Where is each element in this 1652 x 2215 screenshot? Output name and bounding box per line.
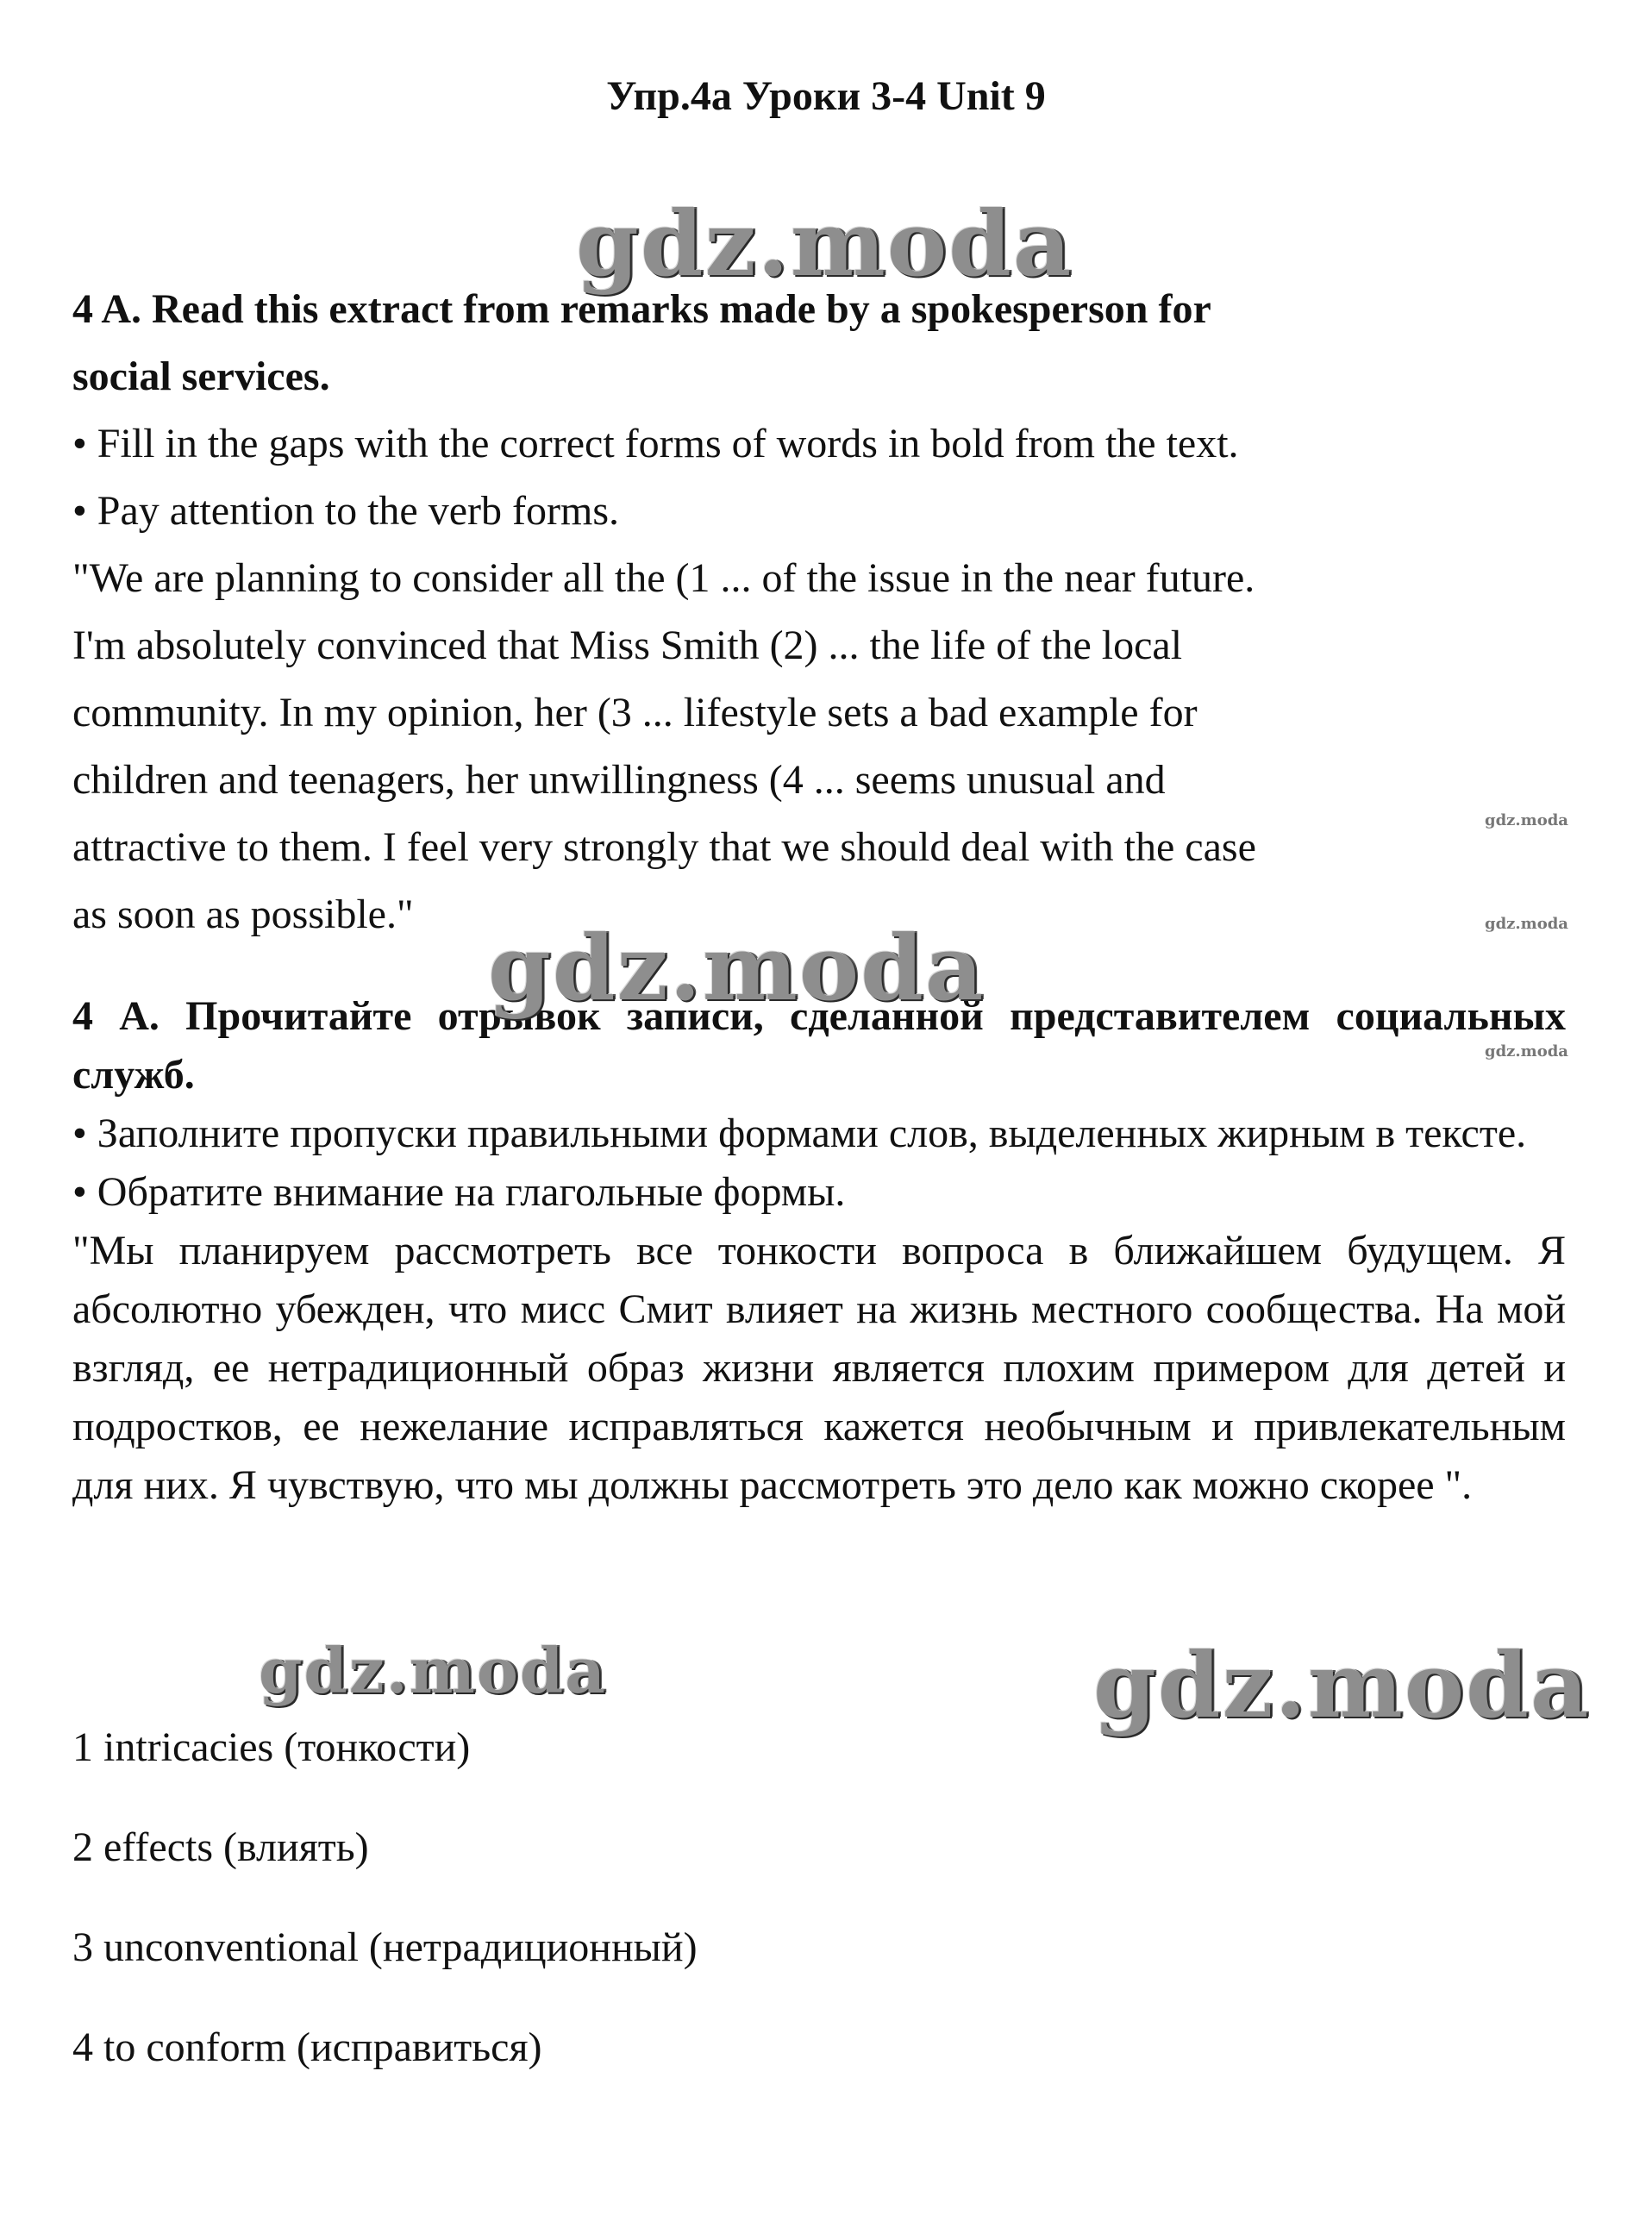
answer-item: 4 to conform (исправиться)	[72, 2024, 542, 2070]
answer-item: 1 intricacies (тонкости)	[72, 1724, 471, 1770]
english-quote-line-2: I'm absolutely convinced that Miss Smith (2) ... the life of the local	[72, 623, 1183, 668]
english-quote-line-5: attractive to them. I feel very strongly that we should deal with the case	[72, 824, 1256, 870]
russian-bullet-2: • Обратите внимание на глагольные формы.	[72, 1169, 846, 1215]
watermark-logo: gdz.moda	[488, 915, 986, 1021]
english-quote-line-4: children and teenagers, her unwillingness (4 ... seems unusual and	[72, 757, 1166, 803]
watermark-small: gdz.moda	[1485, 811, 1568, 829]
answer-item: 2 effects (влиять)	[72, 1824, 369, 1870]
english-heading-line-1: 4 A. Read this extract from remarks made by a spokesperson for	[72, 286, 1211, 332]
russian-translation	[72, 987, 1566, 1515]
watermark-logo: gdz.moda	[259, 1634, 607, 1707]
watermark-small: gdz.moda	[1485, 1042, 1568, 1061]
english-quote-line-6: as soon as possible."	[72, 892, 414, 937]
watermark-small: gdz.moda	[1485, 915, 1568, 933]
english-bullet-1: • Fill in the gaps with the correct forms of words in bold from the text.	[72, 421, 1239, 466]
russian-heading: 4 А. Прочитайте отрывок записи, сделанной представителем социальных служб.	[72, 993, 1566, 1098]
english-bullet-2: • Pay attention to the verb forms.	[72, 488, 620, 534]
russian-quote: "Мы планируем рассмотреть все тонкости вопроса в ближайшем будущем. Я абсолютно убежден, что мисс Смит влияет на жизнь местного сообщества. На мой взгляд, ее нетрадиционный образ жизни является плохим примером для детей и подростков, ее нежелание исправляться кажется необычным и привлекательным для них. Я чувствую, что мы должны рассмотреть это дело как можно скорее ".	[72, 1228, 1566, 1508]
watermark-logo: gdz.moda	[576, 191, 1073, 297]
russian-bullet-1: • Заполните пропуски правильными формами слов, выделенных жирным в тексте.	[72, 1111, 1527, 1156]
watermark-logo: gdz.moda	[1093, 1632, 1591, 1738]
answers-list	[72, 1720, 1566, 2120]
english-exercise	[72, 276, 1566, 948]
english-quote-line-3: community. In my opinion, her (3 ... lifestyle sets a bad example for	[72, 690, 1198, 735]
english-heading-line-2: social services.	[72, 354, 330, 399]
answer-item: 3 unconventional (нетрадиционный)	[72, 1924, 698, 1970]
english-quote-line-1: "We are planning to consider all the (1 ... of the issue in the near future.	[72, 555, 1255, 601]
page-title: Упр.4а Уроки 3-4 Unit 9	[606, 73, 1046, 119]
